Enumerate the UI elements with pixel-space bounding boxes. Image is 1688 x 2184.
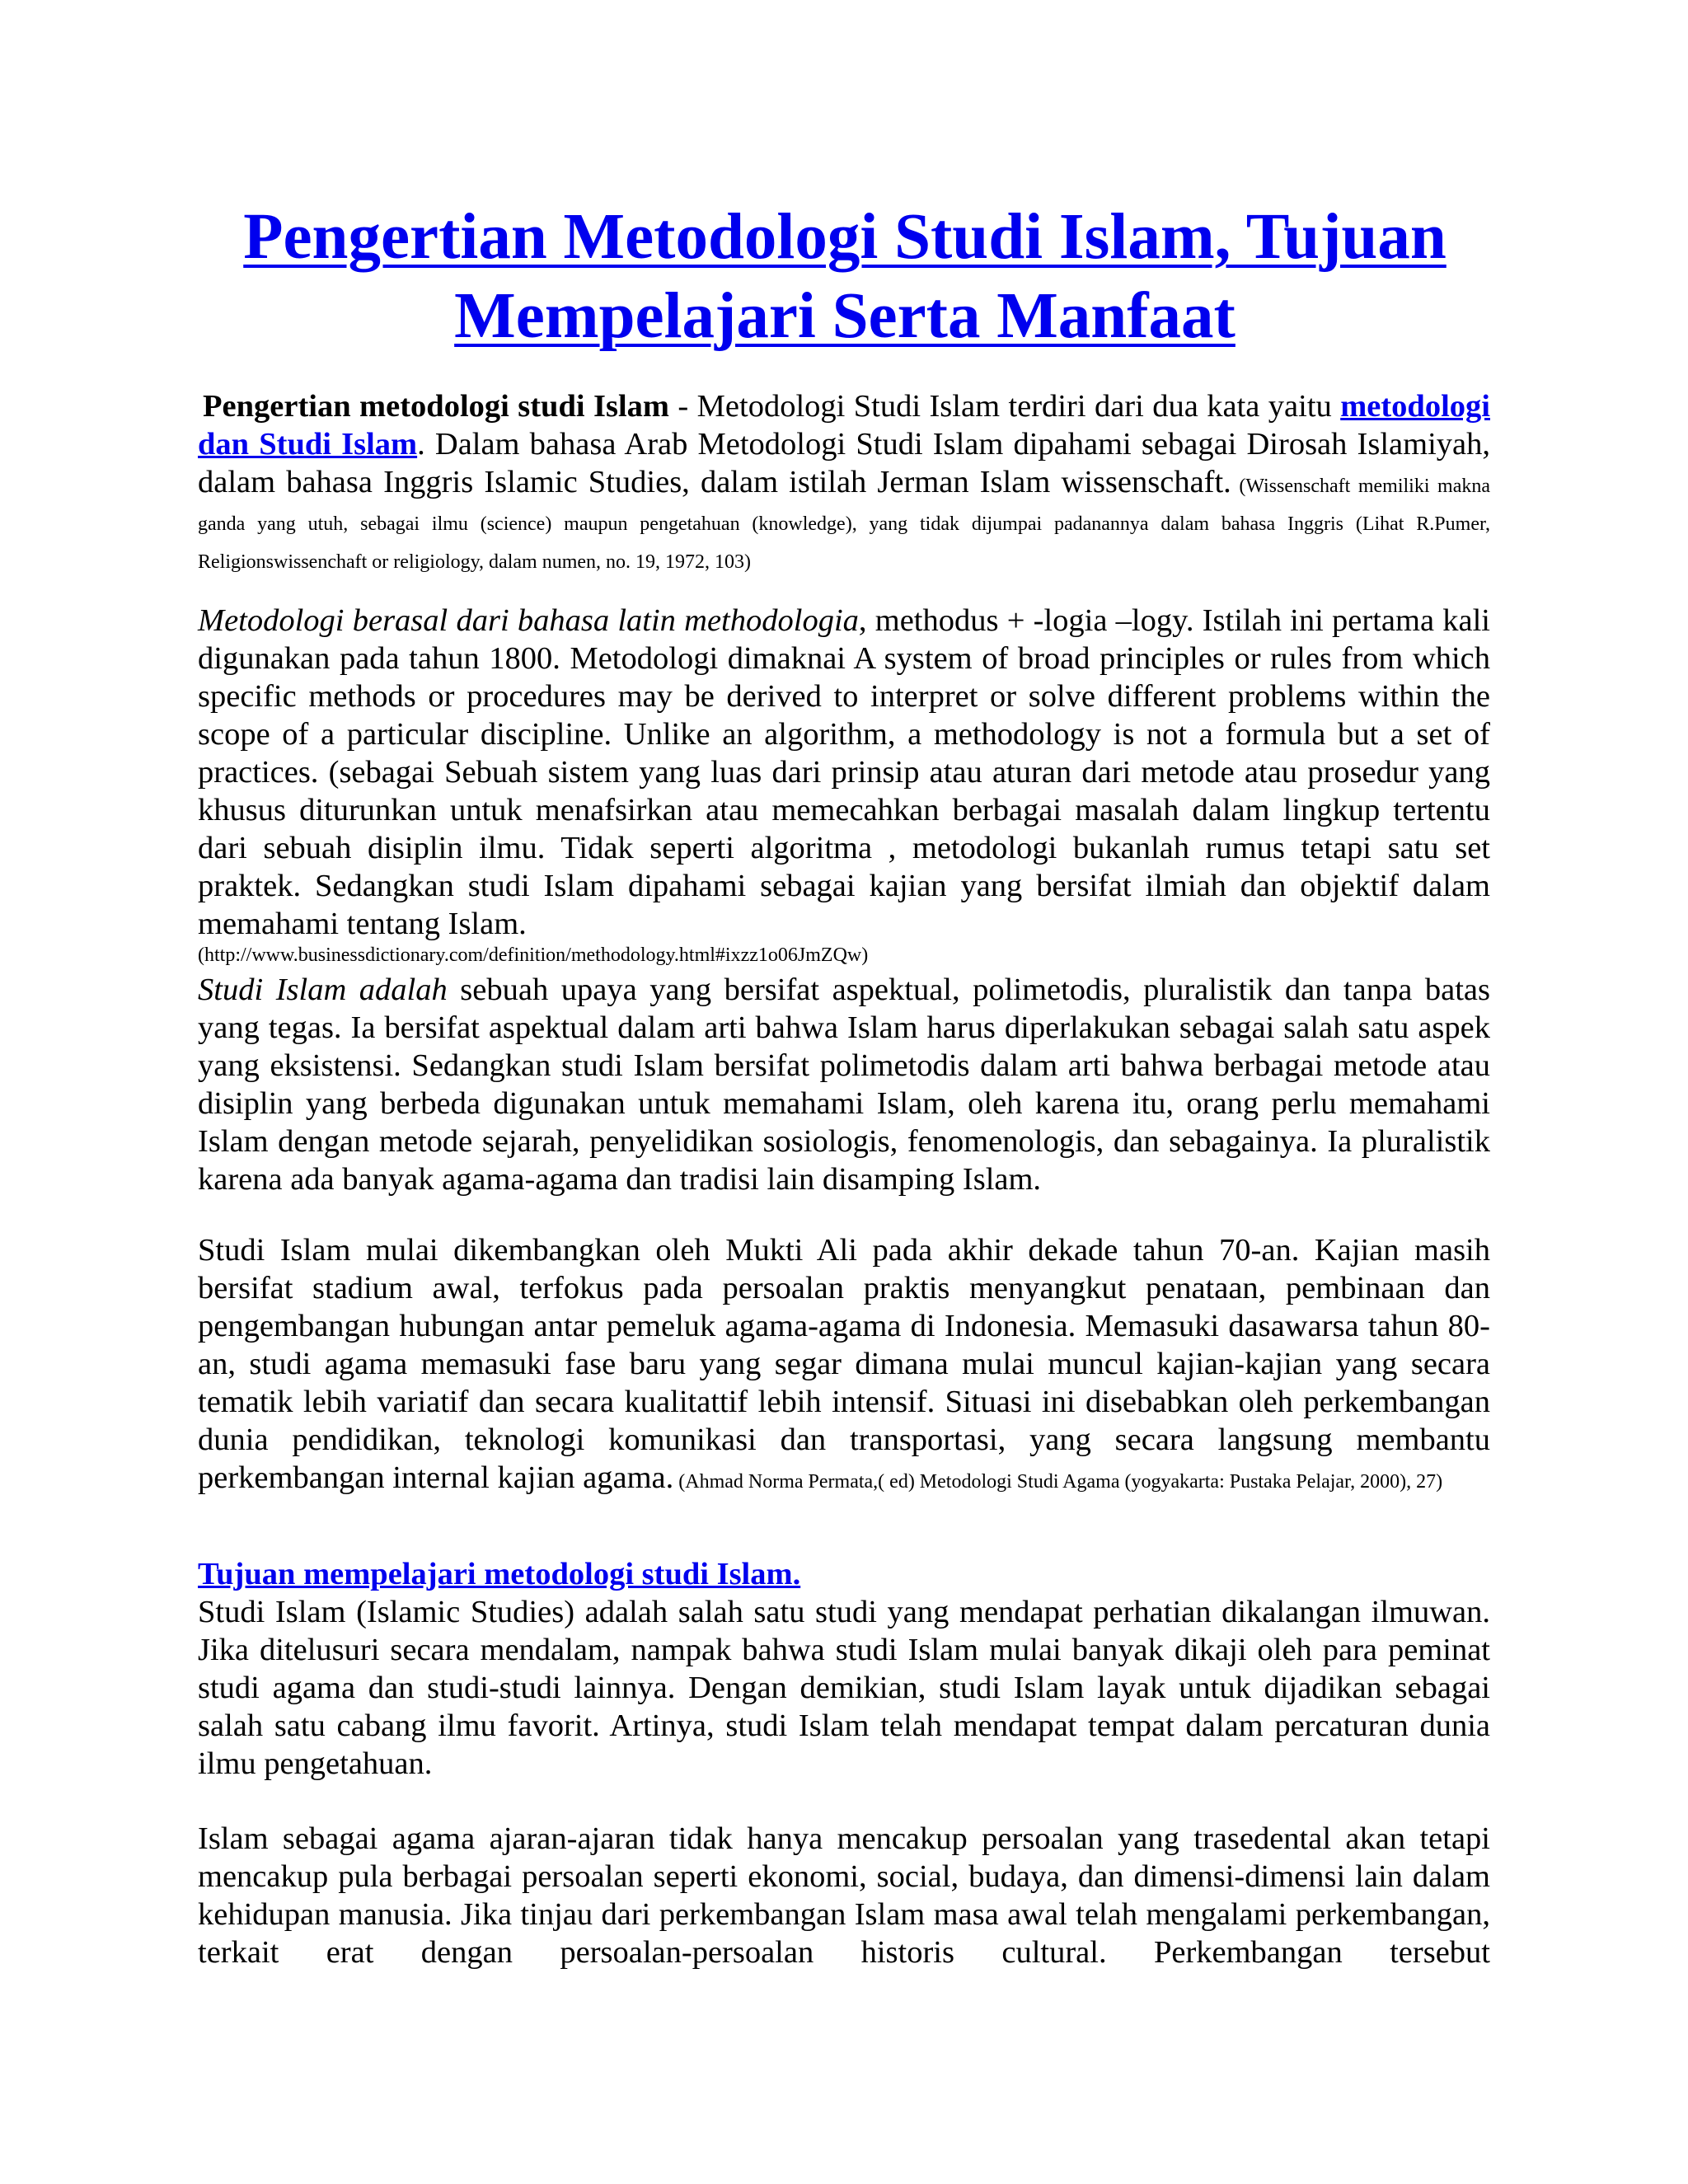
- islam-text: Islam sebagai agama ajaran-ajaran tidak hanya mencakup persoalan yang trasedental akan tetapi mencakup pula berbagai persoalan seperti ekonomi, social, budaya, dan dimensi-dimensi lain dalam kehidupan manusia. Jika tinjau dari perkembangan Islam masa awal telah mengalami perkembangan, terkait erat dengan persoalan-persoalan historis cultural. Perkembangan tersebut: [198, 1821, 1490, 1970]
- intro-text: . Dalam bahasa Arab Metodologi Studi Islam dipahami sebagai Dirosah Islamiyah, dalam bahasa Inggris Islamic Studies, dalam istilah Jerman Islam wissenschaft.: [198, 427, 1490, 499]
- intro-paragraph: [198, 387, 1490, 577]
- intro-lead: Pengertian metodologi studi Islam: [203, 389, 669, 424]
- intro-link[interactable]: metodologi dan Studi Islam: [198, 389, 1490, 462]
- metodologi-citation: (http://www.businessdictionary.com/definition/methodology.html#ixzz1o06JmZQw): [198, 944, 869, 966]
- metodologi-italic: Metodologi berasal dari bahasa latin methodologia: [198, 603, 859, 638]
- page-title[interactable]: Pengertian Metodologi Studi Islam, Tujuan Mempelajari Serta Manfaat: [243, 201, 1447, 352]
- paragraph-studi-islam: [198, 971, 1490, 1198]
- intro-sep: - Metodologi Studi Islam terdiri dari dua kata yaitu: [669, 389, 1341, 424]
- tujuan-text: Studi Islam (Islamic Studies) adalah salah satu studi yang mendapat perhatian dikalangan ilmuwan. Jika ditelusuri secara mendalam, nampak bahwa studi Islam mulai banyak dikaji oleh para peminat studi agama dan studi-studi lainnya. Dengan demikian, studi Islam layak untuk dijadikan sebagai salah satu cabang ilmu favorit. Artinya, studi Islam telah mendapat tempat dalam percaturan dunia ilmu pengetahuan.: [198, 1595, 1490, 1781]
- studi-text: sebuah upaya yang bersifat aspektual, polimetodis, pluralistik dan tanpa batas yang tegas. Ia bersifat aspektual dalam arti bahwa Islam harus diperlakukan sebagai salah satu aspek yang eksistensi. Sedangkan studi Islam bersifat polimetodis dalam arti bahwa berbagai metode atau disiplin yang berbeda digunakan untuk memahami Islam, oleh karena itu, orang perlu memahami Islam dengan metode sejarah, penyelidikan sosiologis, fenomenologis, dan sebagainya. Ia pluralistik karena ada banyak agama-agama dan tradisi lain disamping Islam.: [198, 972, 1490, 1197]
- paragraph-metodologi: [198, 602, 1490, 968]
- paragraph-mukti-ali: [198, 1231, 1490, 1497]
- section-heading-tujuan[interactable]: Tujuan mempelajari metodologi studi Islam.: [198, 1557, 801, 1591]
- paragraph-islam-agama: [198, 1820, 1490, 1971]
- mukti-text: Studi Islam mulai dikembangkan oleh Mukti Ali pada akhir dekade tahun 70-an. Kajian masih bersifat stadium awal, terfokus pada persoalan praktis menyangkut penataan, pembinaan dan pengembangan hubungan antar pemeluk agama-agama di Indonesia. Memasuki dasawarsa tahun 80-an, studi agama memasuki fase baru yang segar dimana mulai muncul kajian-kajian yang secara tematik lebih variatif dan secara kualitattif lebih intensif. Situasi ini disebabkan oleh perkembangan dunia pendidikan, teknologi komunikasi dan transportasi, yang secara langsung membantu perkembangan internal kajian agama.: [198, 1233, 1490, 1495]
- intro-note: (Wissenschaft memiliki makna ganda yang utuh, sebagai ilmu (science) maupun pengetahuan (knowledge), yang tidak dijumpai padanannya dalam bahasa Inggris (Lihat R.Pumer, Religionswissenchaft or religiology, dalam numen, no. 19, 1972, 103): [198, 476, 1490, 573]
- mukti-citation: (Ahmad Norma Permata,( ed) Metodologi Studi Agama (yogyakarta: Pustaka Pelajar, 2000), 27): [673, 1471, 1443, 1493]
- paragraph-tujuan: [198, 1593, 1490, 1783]
- metodologi-text: , methodus + -logia –logy. Istilah ini pertama kali digunakan pada tahun 1800. Metodologi dimaknai A system of broad principles or rules from which specific methods or procedures may be derived to interpret or solve different problems within the scope of a particular discipline. Unlike an algorithm, a methodology is not a formula but a set of practices. (sebagai Sebuah sistem yang luas dari prinsip atau aturan dari metode atau prosedur yang khusus diturunkan untuk menafsirkan atau memecahkan berbagai masalah dalam lingkup tertentu dari sebuah disiplin ilmu. Tidak seperti algoritma , metodologi bukanlah rumus tetapi satu set praktek. Sedangkan studi Islam dipahami sebagai kajian yang bersifat ilmiah dan objektif dalam memahami tentang Islam.: [198, 603, 1490, 941]
- studi-italic: Studi Islam adalah: [198, 972, 448, 1007]
